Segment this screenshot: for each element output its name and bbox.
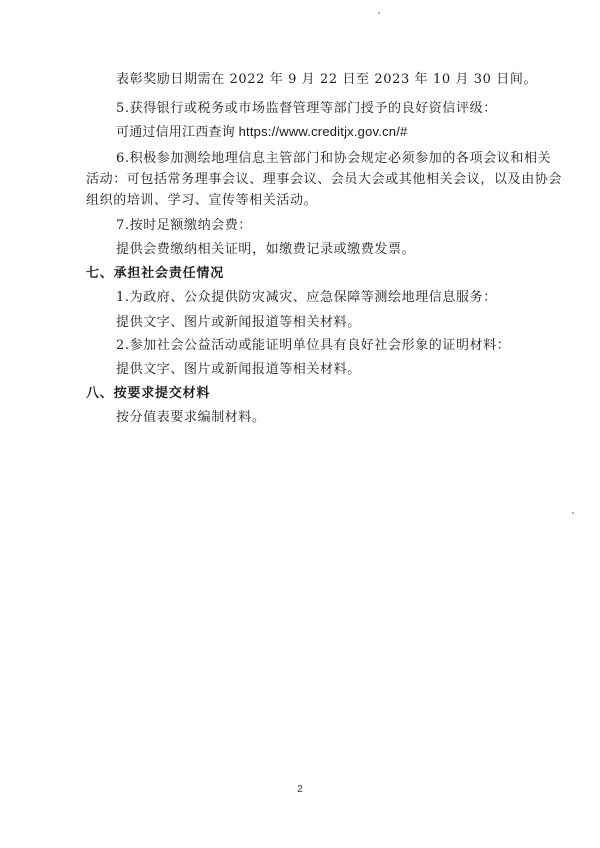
paragraph-line: 6.积极参加测绘地理信息主管部门和协会规定必须参加的各项会议和相关 [116, 151, 552, 166]
paragraph-line: 活动：可包括常务理事会议、理事会议、会员大会或其他相关会议，以及由协会 [86, 172, 563, 187]
page-number: 2 [297, 784, 303, 795]
paragraph-line: 1.为政府、公众提供防灾减灾、应急保障等测绘地理信息服务： [116, 290, 497, 305]
paragraph-line: 5.获得银行或税务或市场监督管理等部门授予的良好资信评级： [116, 101, 497, 116]
paragraph-line: 表彰奖励日期需在 2022 年 9 月 22 日至 2023 年 10 月 30 日间。 [116, 72, 538, 87]
scan-speck [572, 512, 574, 514]
paragraph-line: 组织的培训、学习、宣传等相关活动。 [86, 193, 318, 208]
paragraph-line: 提供文字、图片或新闻报道等相关材料。 [116, 315, 361, 330]
paragraph-line: 提供文字、图片或新闻报道等相关材料。 [116, 362, 361, 377]
paragraph-line: 按分值表要求编制材料。 [116, 410, 266, 425]
scan-speck [378, 12, 380, 14]
section-heading: 七、承担社会责任情况 [86, 266, 225, 281]
paragraph-line: 2.参加社会公益活动或能证明单位具有良好社会形象的证明材料： [116, 338, 511, 353]
paragraph-line: 可通过信用江西查询 https://www.creditjx.gov.cn/# [116, 124, 408, 139]
paragraph-line: 7.按时足额缴纳会费： [116, 218, 253, 233]
paragraph-line: 提供会费缴纳相关证明，如缴费记录或缴费发票。 [116, 242, 416, 257]
section-heading: 八、按要求提交材料 [86, 386, 211, 401]
